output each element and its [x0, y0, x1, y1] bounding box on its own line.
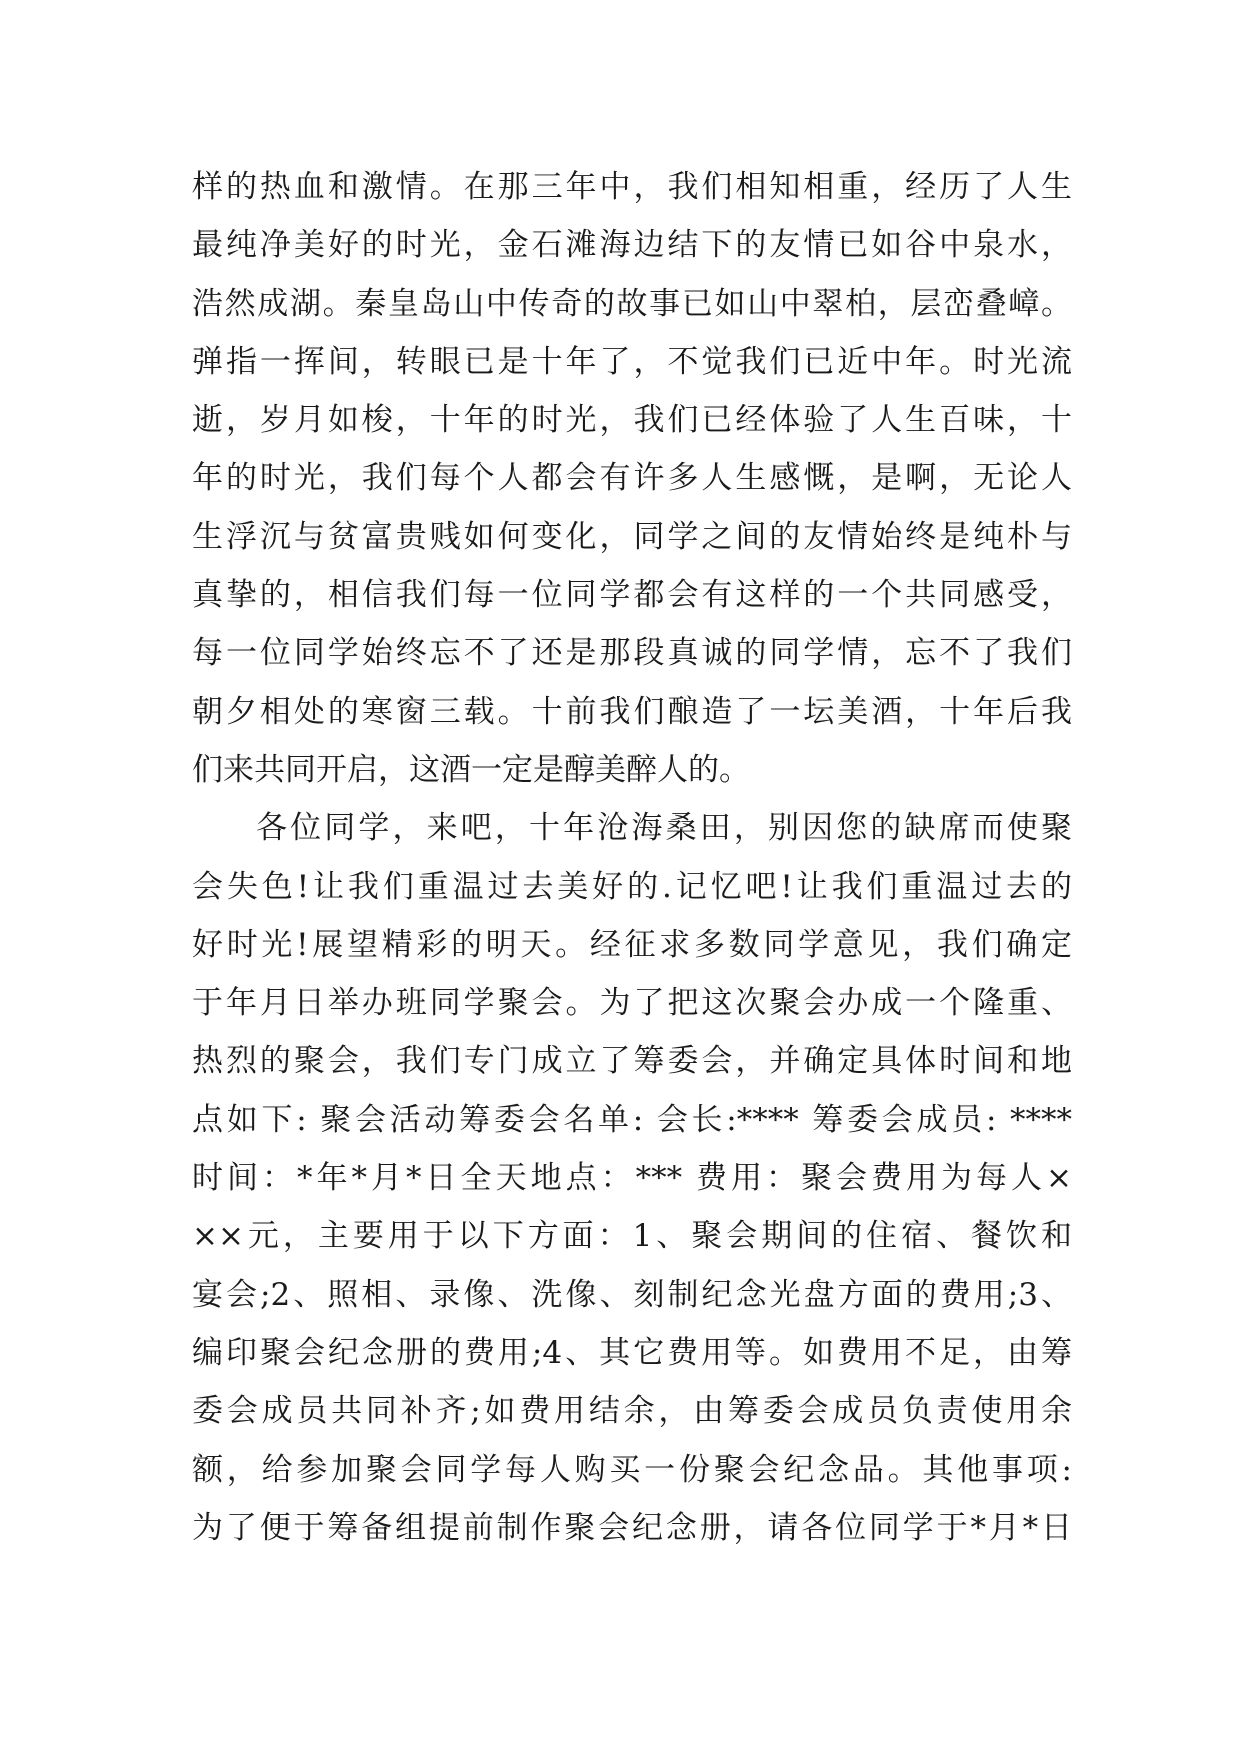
text-line: 编印聚会纪念册的费用;4、其它费用等。如费用不足，由筹: [192, 1334, 1072, 1371]
text-line: 浩然成湖。秦皇岛山中传奇的故事已如山中翠柏，层峦叠嶂。: [192, 285, 1072, 322]
text-line: 宴会;2、照相、录像、洗像、刻制纪念光盘方面的费用;3、: [192, 1276, 1072, 1313]
text-line: 各位同学，来吧，十年沧海桑田，别因您的缺席而使聚: [256, 810, 1072, 847]
text-line: 会失色!让我们重温过去美好的.记忆吧!让我们重温过去的: [192, 868, 1072, 905]
text-line: 热烈的聚会，我们专门成立了筹委会，并确定具体时间和地: [192, 1043, 1072, 1080]
text-line: 好时光!展望精彩的明天。经征求多数同学意见，我们确定: [192, 926, 1072, 963]
text-line: 逝，岁月如梭，十年的时光，我们已经体验了人生百味，十: [192, 402, 1072, 439]
text-line: ××元，主要用于以下方面：1、聚会期间的住宿、餐饮和: [192, 1218, 1072, 1255]
text-line: 于年月日举办班同学聚会。为了把这次聚会办成一个隆重、: [192, 985, 1072, 1022]
text-line: 委会成员共同补齐;如费用结余，由筹委会成员负责使用余: [192, 1393, 1072, 1430]
text-line: 真挚的，相信我们每一位同学都会有这样的一个共同感受，: [192, 577, 1072, 614]
text-line: 样的热血和激情。在那三年中，我们相知相重，经历了人生: [192, 169, 1072, 205]
text-line: 额，给参加聚会同学每人购买一份聚会纪念品。其他事项:: [192, 1451, 1072, 1488]
text-line: 最纯净美好的时光，金石滩海边结下的友情已如谷中泉水，: [192, 227, 1072, 264]
text-line: 生浮沉与贫富贵贱如何变化，同学之间的友情始终是纯朴与: [192, 518, 1072, 555]
text-line: 弹指一挥间，转眼已是十年了，不觉我们已近中年。时光流: [192, 343, 1072, 380]
text-line: 点如下: 聚会活动筹委会名单: 会长:**** 筹委会成员: ****: [192, 1101, 1072, 1138]
body-text: [192, 158, 1072, 1557]
text-line: 们来共同开启，这酒一定是醇美醉人的。: [192, 751, 750, 788]
text-line: 时间：*年*月*日全天地点：*** 费用：聚会费用为每人×: [192, 1160, 1072, 1197]
text-line: 每一位同学始终忘不了还是那段真诚的同学情，忘不了我们: [192, 635, 1072, 672]
text-line: 年的时光，我们每个人都会有许多人生感慨，是啊，无论人: [192, 460, 1072, 497]
text-line: 朝夕相处的寒窗三载。十前我们酿造了一坛美酒，十年后我: [192, 693, 1072, 730]
text-line: 为了便于筹备组提前制作聚会纪念册，请各位同学于*月*日: [192, 1509, 1072, 1546]
